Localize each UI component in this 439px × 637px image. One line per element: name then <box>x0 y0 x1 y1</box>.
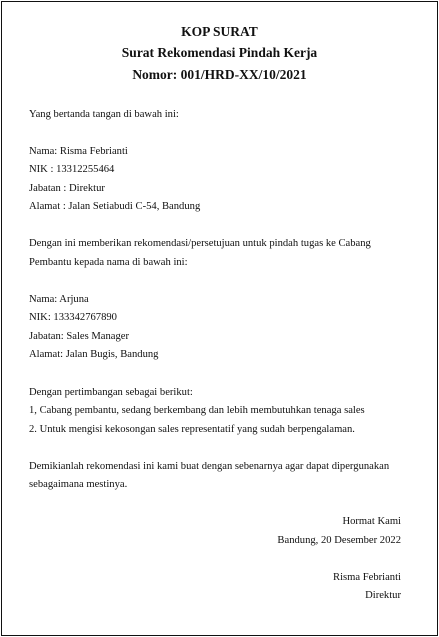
letterhead-title: KOP SURAT <box>181 24 258 39</box>
employee-address: Alamat: Jalan Bugis, Bandung <box>29 349 159 360</box>
intro-text: Yang bertanda tangan di bawah ini: <box>29 109 179 120</box>
considerations-heading: Dengan pertimbangan sebagai berikut: <box>29 387 193 398</box>
consideration-item: 2. Untuk mengisi kekosongan sales representatif yang sudah berpengalaman. <box>29 424 355 435</box>
closing-line-2: sebagaimana mestinya. <box>29 479 128 490</box>
signer-address: Alamat : Jalan Setiabudi C-54, Bandung <box>29 201 201 212</box>
employee-nik: NIK: 133342767890 <box>29 312 117 323</box>
signature-place-date: Bandung, 20 Desember 2022 <box>277 535 401 546</box>
signer-name: Nama: Risma Febrianti <box>29 146 128 157</box>
consideration-item: 1, Cabang pembantu, sedang berkembang dan lebih membutuhkan tenaga sales <box>29 405 365 416</box>
signature-greeting: Hormat Kami <box>342 516 401 527</box>
signer-position: Jabatan : Direktur <box>29 183 105 194</box>
signer-nik: NIK : 13312255464 <box>29 164 115 175</box>
signature-title: Direktur <box>365 590 401 601</box>
employee-position: Jabatan: Sales Manager <box>29 331 130 342</box>
signature-name: Risma Febrianti <box>333 572 401 583</box>
recommendation-line-1: Dengan ini memberikan rekomendasi/persetujuan untuk pindah tugas ke Cabang <box>29 238 371 249</box>
recommendation-line-2: Pembantu kepada nama di bawah ini: <box>29 257 188 268</box>
closing-line-1: Demikianlah rekomendasi ini kami buat dengan sebenarnya agar dapat dipergunakan <box>29 461 390 472</box>
employee-name: Nama: Arjuna <box>29 294 89 305</box>
letter-subject: Surat Rekomendasi Pindah Kerja <box>121 45 318 60</box>
letter-number: Nomor: 001/HRD-XX/10/2021 <box>132 67 307 82</box>
